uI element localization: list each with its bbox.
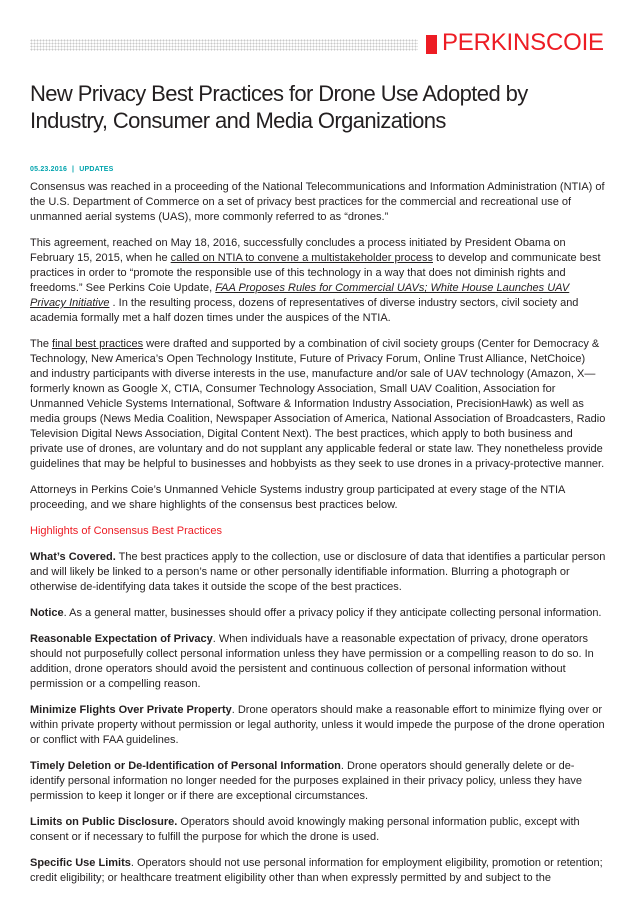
item-heading: What’s Covered. — [30, 551, 116, 563]
item-heading: Minimize Flights Over Private Property — [30, 704, 232, 716]
item-heading: Timely Deletion or De-Identification of Personal Information — [30, 760, 341, 772]
article-meta — [30, 166, 114, 173]
best-practice-item — [30, 606, 606, 621]
item-text: The best practices apply to the collection, use or disclosure of data that identifies a particular person and will likely be linked to a person’s name or other personally identifiable information. Blurring a photograph or otherwise de-identifying data takes it outside the scope of the best practices. — [30, 551, 606, 593]
link-final-best-practices[interactable]: final best practices — [52, 338, 144, 350]
article-title: New Privacy Best Practices for Drone Use Adopted by Industry, Consumer and Media Organizations — [30, 81, 528, 133]
item-text: . Operators should not use personal information for employment eligibility, promotion or retention; credit eligibility; or healthcare treatment eligibility other than when expressly permitted by and subject to the — [30, 857, 603, 884]
paragraph-agreement — [30, 236, 606, 326]
paragraph-attorneys: Attorneys in Perkins Coie’s Unmanned Vehicle Systems industry group participated at every stage of the NTIA proceeding, and we share highlights of the consensus best practices below. — [30, 484, 565, 511]
item-heading: Specific Use Limits — [30, 857, 131, 869]
perkins-coie-logo-icon — [426, 35, 437, 54]
item-heading: Reasonable Expectation of Privacy — [30, 633, 213, 645]
item-heading: Limits on Public Disclosure. — [30, 816, 178, 828]
item-text: Operators should avoid knowingly making personal information public, except with consent or if necessary to fulfill the purpose for which the drone is used. — [30, 816, 580, 843]
best-practice-item — [30, 759, 606, 804]
article-date: 05.23.2016 — [30, 166, 68, 173]
text-segment: were drafted and supported by a combination of civil society groups (Center for Democracy & Technology, New America’s Open Technology Institute, Future of Privacy Forum, Online Trust Alliance, NetChoice) and industry participants with diverse interests in the use, manufacture and/or sale of UAV technology (Amazon, X—formerly known as Google X, CTIA, Consumer Technology Association, Small UAV Coalition, Association for Unmanned Vehicle Systems International, Software & Information Industry Association, PrecisionHawk) as well as media groups (News Media Coalition, Newspaper Association of America, National Association of Broadcasters, Radio Television Digital News Association, Digital Content Next). The best practices, which apply to both business and private use of drones, are voluntary and do not supplant any applicable federal or state law. They nonetheless provide guidelines that may be helpful to businesses and hobbyists as they seek to use drones in a privacy-protective manner. — [30, 338, 606, 470]
paragraph-intro: Consensus was reached in a proceeding of the National Telecommunications and Information Administration (NTIA) of the U.S. Department of Commerce on a set of privacy best practices for the commercial and recreational use of unmanned aerial systems (UAS), more commonly referred to as “drones.” — [30, 181, 605, 223]
dotted-rule — [30, 39, 418, 51]
item-text: . As a general matter, businesses should offer a privacy policy if they anticipate collecting personal information. — [63, 607, 602, 619]
link-multistakeholder-process[interactable]: called on NTIA to convene a multistakeholder process — [170, 252, 433, 264]
item-text: . Drone operators should generally delete or de-identify personal information no longer needed for the purposes explained in their privacy policy, unless they have permission to keep it longer or if there are exceptional circumstances. — [30, 760, 582, 802]
paragraph-participants — [30, 337, 606, 472]
meta-separator: | — [72, 166, 75, 173]
best-practice-item — [30, 550, 606, 595]
item-text: . When individuals have a reasonable expectation of privacy, drone operators should not purposefully collect personal information unless they have permission or a compelling reason to do so. In addition, drone operators should avoid the persistent and continuous collection of personal information without permission or a compelling reason. — [30, 633, 594, 690]
item-text: . Drone operators should make a reasonable effort to minimize flying over or within private property without permission or legal authority, unless it would impede the purpose of the drone operation or conflict with FAA guidelines. — [30, 704, 605, 746]
perkins-coie-logo: PERKINSCOIE — [442, 29, 604, 56]
text-segment: The — [30, 338, 53, 350]
best-practice-item — [30, 703, 606, 748]
best-practice-item — [30, 815, 606, 845]
link-faa-proposes-rules[interactable]: FAA Proposes Rules for Commercial UAVs; White House Launches UAV Privacy Initiative — [30, 282, 570, 309]
section-heading: Highlights of Consensus Best Practices — [30, 525, 222, 537]
article-category[interactable]: UPDATES — [79, 166, 114, 173]
text-segment: . In the resulting process, dozens of representatives of diverse industry sectors, civil society and academia formally met a half dozen times under the auspices of the NTIA. — [30, 297, 579, 324]
item-heading: Notice — [30, 607, 64, 619]
text-segment: This agreement, reached on May 18, 2016, successfully concludes a process initiated by President Obama on February 15, 2015, when he — [30, 237, 566, 264]
article-body — [30, 180, 606, 897]
text-segment: to develop and communicate best practices in order to “promote the responsible use of this technology in a way that does not diminish rights and freedoms.” See Perkins Coie Update, — [30, 252, 601, 294]
page-header — [30, 30, 606, 56]
best-practice-item — [30, 632, 606, 692]
best-practice-item — [30, 856, 606, 886]
